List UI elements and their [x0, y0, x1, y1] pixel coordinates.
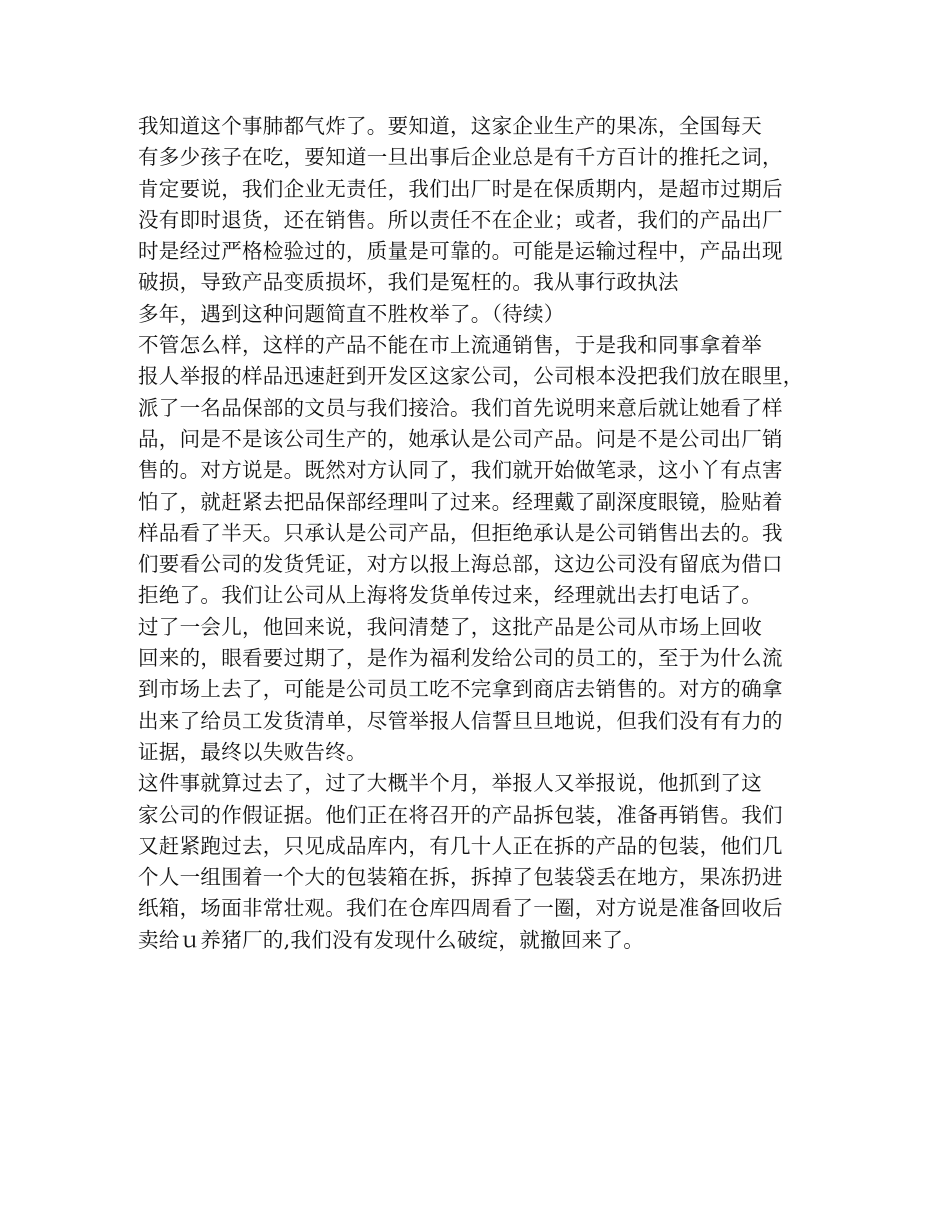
text-line: 没有即时退货，还在销售。所以责任不在企业；或者，我们的产品出厂: [138, 207, 783, 232]
text-line: 纸箱，场面非常壮观。我们在仓库四周看了一圈，对方说是准备回收后: [138, 896, 783, 921]
text-line: 时是经过严格检验过的，质量是可靠的。可能是运输过程中，产品出现: [138, 239, 783, 264]
text-line: 多年，遇到这种问题简直不胜枚举了。（待续）: [138, 301, 565, 326]
document-body: [138, 111, 818, 956]
text-line: 不管怎么样，这样的产品不能在市上流通销售，于是我和同事拿着举: [138, 333, 762, 358]
text-line: 又赶紧跑过去，只见成品库内，有几十人正在拆的产品的包装，他们几: [138, 833, 783, 858]
text-line: 肯定要说，我们企业无责任，我们出厂时是在保质期内，是超市过期后: [138, 176, 783, 201]
text-line: 证据，最终以失败告终。: [138, 739, 367, 764]
text-line: 有多少孩子在吃，要知道一旦出事后企业总是有千方百计的推托之词，: [138, 145, 783, 170]
text-line: 个人一组围着一个大的包装箱在拆，拆掉了包装袋丢在地方，果冻扔进: [138, 865, 783, 890]
text-line: 拒绝了。我们让公司从上海将发货单传过来，经理就出去打电话了。: [138, 583, 762, 608]
text-line: 出来了给员工发货清单，尽管举报人信誓旦旦地说，但我们没有有力的: [138, 708, 783, 733]
text-line: 我知道这个事肺都气炸了。要知道，这家企业生产的果冻，全国每天: [138, 114, 762, 138]
text-line: 破损，导致产品变质损坏，我们是冤枉的。我从事行政执法: [138, 270, 679, 295]
text-line: 家公司的作假证据。他们正在将召开的产品拆包装，准备再销售。我们: [138, 802, 783, 827]
text-line: 卖给ｕ养猪厂的,我们没有发现什么破绽，就撤回来了。: [138, 927, 645, 952]
text-line: 样品看了半天。只承认是公司产品，但拒绝承认是公司销售出去的。我: [138, 520, 783, 545]
text-line: 回来的，眼看要过期了，是作为福利发给公司的员工的，至于为什么流: [138, 646, 783, 671]
text-line: 品，问是不是该公司生产的，她承认是公司产品。问是不是公司出厂销: [138, 426, 783, 451]
text-line: 派了一名品保部的文员与我们接洽。我们首先说明来意后就让她看了样: [138, 395, 783, 420]
text-line: 过了一会儿，他回来说，我问清楚了，这批产品是公司从市场上回收: [138, 614, 762, 639]
text-line: 们要看公司的发货凭证，对方以报上海总部，这边公司没有留底为借口: [138, 552, 783, 577]
text-line: 报人举报的样品迅速赶到开发区这家公司，公司根本没把我们放在眼里，: [138, 364, 804, 389]
text-line: 怕了，就赶紧去把品保部经理叫了过来。经理戴了副深度眼镜，脸贴着: [138, 489, 783, 514]
text-line: 售的。对方说是。既然对方认同了，我们就开始做笔录，这小丫有点害: [138, 458, 783, 483]
text-line: 这件事就算过去了，过了大概半个月，举报人又举报说，他抓到了这: [138, 771, 762, 796]
text-line: 到市场上去了，可能是公司员工吃不完拿到商店去销售的。对方的确拿: [138, 677, 783, 702]
